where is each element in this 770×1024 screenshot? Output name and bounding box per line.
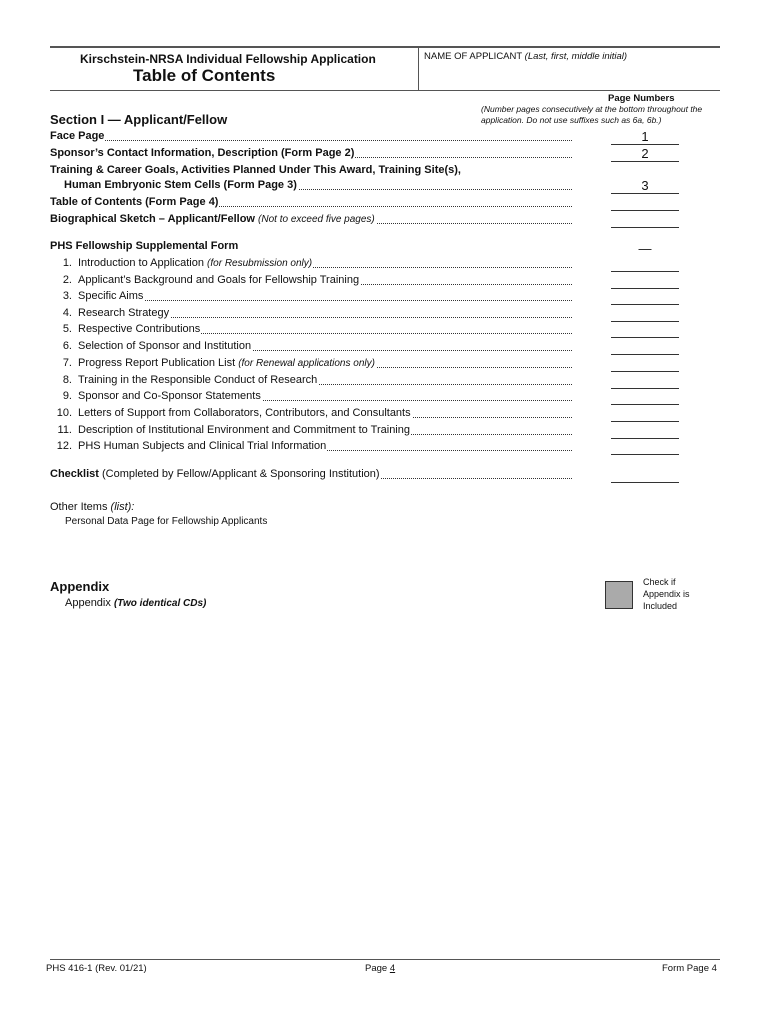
page-number-field[interactable] — [611, 257, 679, 272]
form-title: Kirschstein-NRSA Individual Fellowship Application — [80, 52, 376, 66]
toc-row — [50, 357, 572, 369]
row-label: Description of Institutional Environment and Commitment to Training — [78, 424, 410, 436]
page-number-field[interactable] — [611, 323, 679, 338]
item-number: 1. — [62, 257, 72, 269]
appendix-note: (Two identical CDs) — [113, 598, 207, 609]
page-number-field[interactable] — [611, 357, 679, 372]
row-label: Letters of Support from Collaborators, Contributors, and Consultants — [78, 407, 411, 419]
appendix-checkbox[interactable] — [605, 581, 633, 609]
row-label: Human Embryonic Stem Cells (Form Page 3) — [64, 179, 297, 191]
row-label: Training in the Responsible Conduct of Research — [78, 374, 318, 386]
page-number: 4 — [389, 963, 396, 974]
page-number-field[interactable] — [611, 213, 679, 228]
page-number-field[interactable] — [611, 274, 679, 289]
page-number-field[interactable] — [611, 424, 679, 439]
form-id: PHS 416-1 (Rev. 01/21) — [46, 963, 147, 974]
other-item: Personal Data Page for Fellowship Applicants — [65, 516, 268, 527]
row-label: Face Page — [50, 130, 105, 142]
row-note: (for Resubmission only) — [207, 258, 313, 269]
row-label: Training & Career Goals, Activities Planned Under This Award, Training Site(s), — [50, 164, 461, 176]
page-number-field[interactable] — [611, 307, 679, 322]
row-label: Research Strategy — [78, 307, 170, 319]
header-divider — [418, 46, 419, 90]
form-page-label: Form Page 4 — [662, 963, 717, 974]
page-number-field[interactable] — [611, 468, 679, 483]
page-number-field[interactable] — [611, 290, 679, 305]
section-heading: Section I — Applicant/Fellow — [50, 112, 228, 127]
checklist-note: (Completed by Fellow/Applicant & Sponsoring Institution) — [101, 468, 380, 480]
row-label: PHS Human Subjects and Clinical Trial Information — [78, 440, 327, 452]
page-number-field[interactable] — [611, 196, 679, 211]
row-label: Selection of Sponsor and Institution — [78, 340, 252, 352]
other-items — [50, 501, 134, 513]
item-number: 5. — [62, 323, 72, 335]
page-label: Page — [365, 963, 388, 974]
appendix-heading: Appendix — [50, 579, 110, 594]
toc-row — [50, 274, 572, 286]
toc-row — [50, 307, 572, 319]
footer-divider — [50, 959, 720, 960]
page-numbers-heading: Page Numbers — [608, 93, 675, 104]
page-number-field[interactable]: 3 — [611, 179, 679, 194]
toc-row — [50, 440, 572, 452]
toc-row — [50, 323, 572, 335]
row-label: Biographical Sketch – Applicant/Fellow — [50, 213, 255, 225]
toc-row — [64, 179, 572, 191]
supplemental-page: — — [638, 241, 652, 256]
item-number: 4. — [62, 307, 72, 319]
other-items-label: Other Items — [50, 501, 108, 513]
row-label: Sponsor and Co-Sponsor Statements — [78, 390, 261, 402]
toc-row — [50, 213, 572, 225]
supplemental-heading: PHS Fellowship Supplemental Form — [50, 240, 239, 252]
page-title: Table of Contents — [133, 66, 276, 85]
toc-row — [50, 290, 572, 302]
page-number-field[interactable] — [611, 407, 679, 422]
item-number: 12. — [56, 440, 72, 452]
row-label: Specific Aims — [78, 290, 144, 302]
appendix-row — [65, 597, 206, 609]
page-number-field[interactable] — [611, 390, 679, 405]
name-hint: (Last, first, middle initial) — [524, 51, 628, 62]
other-items-hint: (list): — [110, 501, 135, 513]
page-number-field[interactable] — [611, 374, 679, 389]
item-number: 9. — [62, 390, 72, 402]
row-note: (for Renewal applications only) — [238, 358, 375, 369]
toc-row — [50, 374, 572, 386]
item-number: 2. — [62, 274, 72, 286]
item-number: 11. — [57, 424, 72, 436]
toc-row — [50, 407, 572, 419]
page-number-field[interactable]: 2 — [611, 147, 679, 162]
item-number: 8. — [62, 374, 72, 386]
page-numbers-note: (Number pages consecutively at the bottom throughout the application. Do not use suffixes such as 6a, 6b.) — [481, 104, 703, 125]
page-number-field[interactable] — [611, 440, 679, 455]
appendix-check-label: Check if Appendix is Included — [643, 577, 690, 611]
toc-row — [50, 257, 572, 269]
row-label: Applicant’s Background and Goals for Fellowship Training — [78, 274, 360, 286]
name-label: NAME OF APPLICANT — [424, 51, 523, 62]
item-number: 10. — [56, 407, 72, 419]
row-label: Sponsor’s Contact Information, Description (Form Page 2) — [50, 147, 355, 159]
toc-row — [50, 147, 572, 159]
toc-row — [50, 468, 572, 480]
toc-row — [50, 390, 572, 402]
row-label: Respective Contributions — [78, 323, 201, 335]
item-number: 7. — [62, 357, 72, 369]
page-number-field[interactable]: 1 — [611, 130, 679, 145]
toc-row — [50, 424, 572, 436]
page-number-field[interactable] — [611, 340, 679, 355]
row-label: Progress Report Publication List — [78, 357, 236, 369]
checklist-label: Checklist — [50, 468, 99, 480]
item-number: 3. — [62, 290, 72, 302]
item-number: 6. — [62, 340, 72, 352]
toc-row — [50, 130, 572, 142]
toc-row — [50, 340, 572, 352]
applicant-name-field[interactable] — [424, 51, 627, 62]
row-label: Introduction to Application — [78, 257, 204, 269]
row-label: Table of Contents (Form Page 4) — [50, 196, 219, 208]
appendix-label: Appendix — [65, 597, 111, 609]
toc-row — [50, 196, 572, 208]
page-indicator — [365, 963, 395, 974]
row-note: (Not to exceed five pages) — [258, 214, 375, 225]
